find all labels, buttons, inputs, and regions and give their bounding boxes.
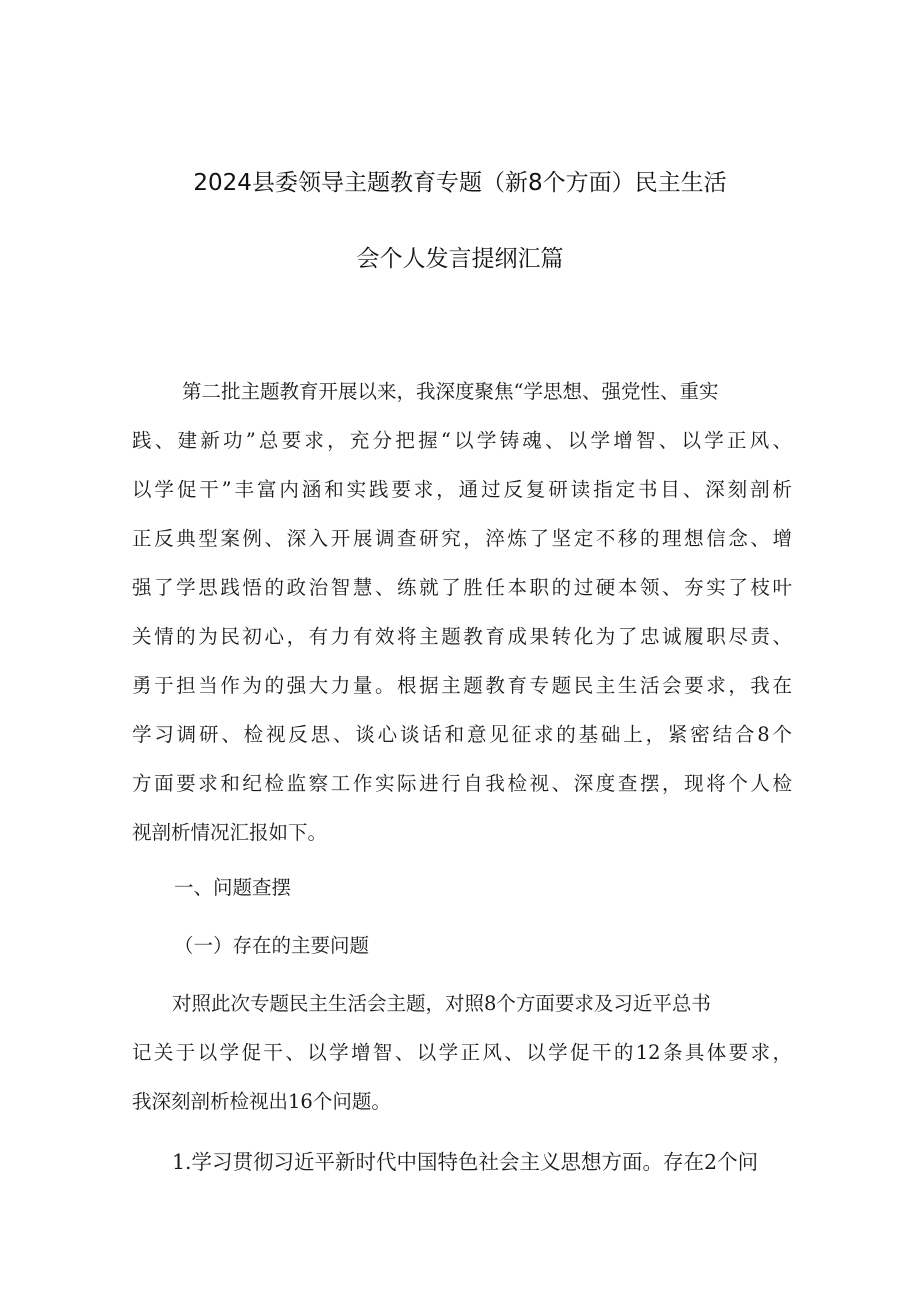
intro-line: 践、建新功”总要求，充分把握“以学铸魂、以学增智、以学正风、 (132, 429, 792, 452)
intro-line: 第二批主题教育开展以来，我深度聚焦“学思想、强党性、重实 (182, 380, 719, 403)
problems-line: 我深刻剖析检视出16个问题。 (132, 1090, 391, 1113)
intro-line: 方面要求和纪检监察工作实际进行自我检视、深度查摆，现将个人检 (132, 772, 792, 795)
intro-line: 视剖析情况汇报如下。 (132, 821, 328, 844)
document-title-line-2: 会个人发言提纲汇篇 (356, 246, 564, 272)
document-title-line-1: 2024县委领导主题教育专题（新8个方面）民主生活 (193, 170, 727, 196)
intro-line: 关情的为民初心，有力有效将主题教育成果转化为了忠诚履职尽责、 (132, 625, 792, 648)
problems-line: 记关于以学促干、以学增智、以学正风、以学促干的12条具体要求， (132, 1041, 792, 1064)
intro-line: 学习调研、检视反思、谈心谈话和意见征求的基础上，紧密结合8个 (132, 723, 792, 746)
item-heading: 1.学习贯彻习近平新时代中国特色社会主义思想方面。存在2个问 (172, 1150, 759, 1174)
intro-line: 强了学思践悟的政治智慧、练就了胜任本职的过硬本领、夯实了枝叶 (132, 576, 792, 599)
intro-line: 勇于担当作为的强大力量。根据主题教育专题民主生活会要求，我在 (132, 674, 792, 697)
intro-line: 以学促干”丰富内涵和实践要求，通过反复研读指定书目、深刻剖析 (132, 478, 792, 501)
problems-line: 对照此次专题民主生活会主题，对照8个方面要求及习近平总书 (172, 992, 711, 1015)
intro-line: 正反典型案例、深入开展调查研究，淬炼了坚定不移的理想信念、增 (132, 527, 792, 550)
section-heading: 一、问题查摆 (174, 876, 292, 899)
subsection-heading: （一）存在的主要问题 (174, 934, 370, 957)
